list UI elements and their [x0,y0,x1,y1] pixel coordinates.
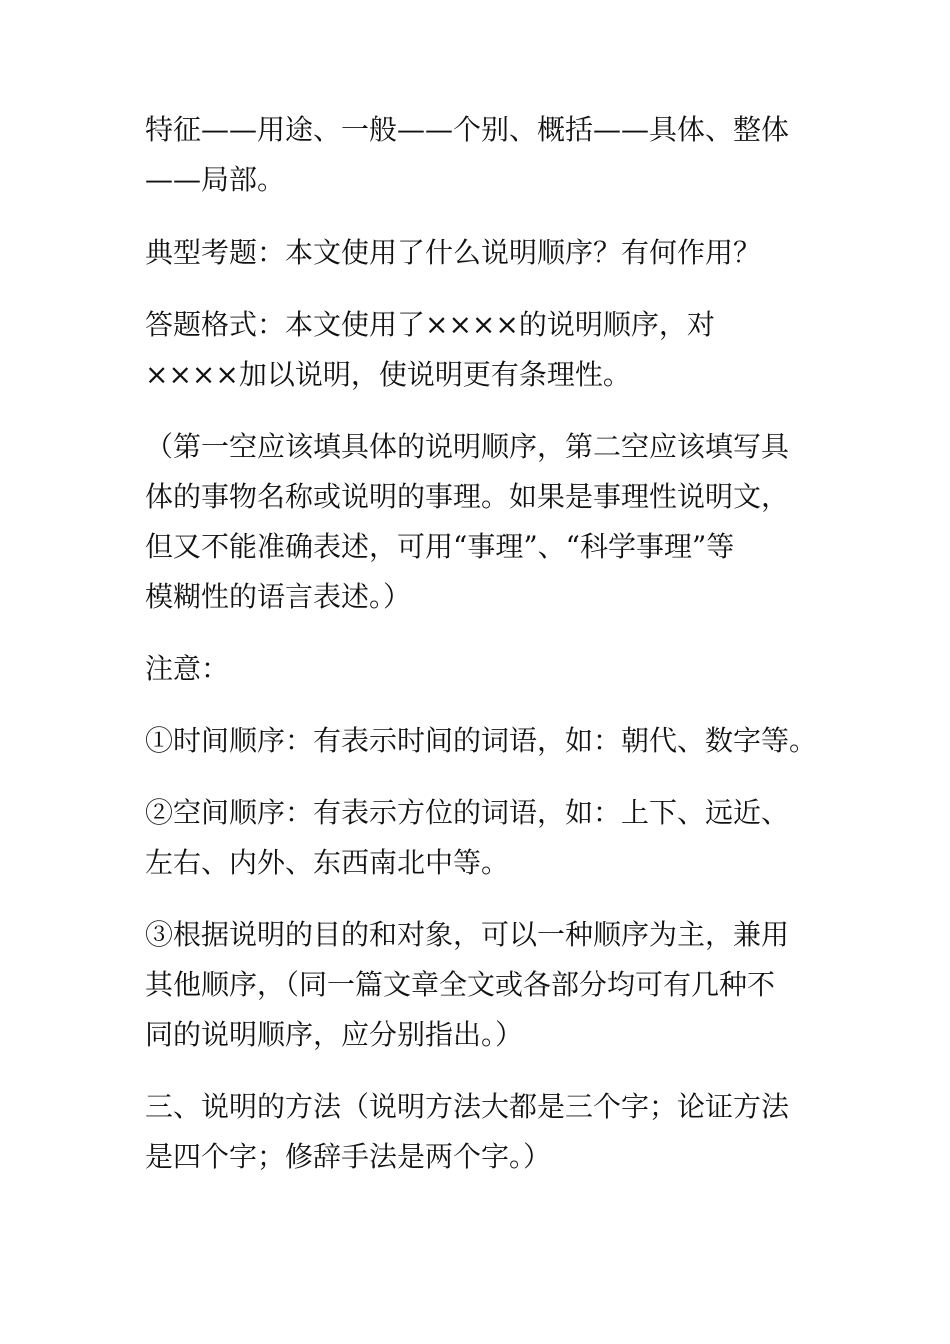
paragraph-explanation-methods [145,1082,815,1182]
text-line: 三、说明的方法（说明方法大都是三个字；论证方法 [145,1090,790,1123]
text-line: ——局部。 [145,163,286,196]
text-line: ①时间顺序：有表示时间的词语，如：朝代、数字等。 [145,724,818,757]
paragraph-space-order [145,788,815,888]
text-line: 但又不能准确表述，可用“事理”、“科学事理”等 [145,530,735,563]
text-line: 注意： [145,652,230,685]
paragraph-purpose-order [145,910,815,1060]
paragraph-order-logic [145,105,815,205]
text-line: （第一空应该填具体的说明顺序，第二空应该填写具 [145,430,790,463]
text-line: 模糊性的语言表述。） [145,580,412,613]
text-line: ③根据说明的目的和对象，可以一种顺序为主，兼用 [145,918,790,951]
text-line: ××××加以说明，使说明更有条理性。 [145,358,631,391]
paragraph-time-order [145,716,818,766]
paragraph-typical-question [145,228,815,278]
text-line: 同的说明顺序，应分别指出。） [145,1018,524,1051]
paragraph-answer-format [145,300,815,400]
text-line: 典型考题：本文使用了什么说明顺序？有何作用？ [145,236,762,269]
text-line: 是四个字；修辞手法是两个字。） [145,1140,552,1173]
text-line: 其他顺序，（同一篇文章全文或各部分均可有几种不 [145,968,776,1001]
text-line: 左右、内外、东西南北中等。 [145,846,510,879]
text-line: 答题格式：本文使用了××××的说明顺序，对 [145,308,715,341]
text-line: 特征——用途、一般——个别、概括——具体、整体 [145,113,790,146]
text-line: ②空间顺序：有表示方位的词语，如：上下、远近、 [145,796,790,829]
text-line: 体的事物名称或说明的事理。如果是事理性说明文， [145,480,790,513]
paragraph-attention-heading [145,644,815,694]
paragraph-fill-note [145,422,815,622]
